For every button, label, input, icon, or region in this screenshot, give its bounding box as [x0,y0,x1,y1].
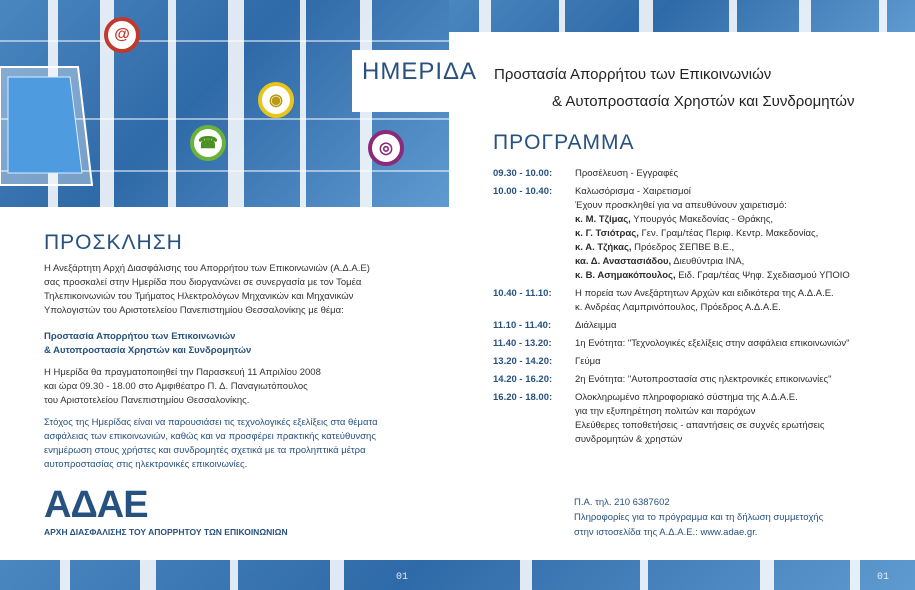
eye-icon: ◎ [368,130,404,166]
contact-line: Πληροφορίες για το πρόγραμμα και τη δήλωση συμμετοχής [574,512,824,523]
schedule-text: για την εξυπηρέτηση πολιτών και παρόχων [575,406,756,417]
decor-digits: 01 [396,572,409,583]
laptop-illustration [0,55,120,195]
schedule-row [493,373,850,387]
invitation-details: Η Ημερίδα θα πραγματοποιηθεί την Παρασκευή 11 Απριλίου 2008 και ώρα 09.30 - 18.00 στο Αμφιθέατρο Π. Δ. Παναγιωτόπουλος του Αριστοτελείου Πανεπιστημίου Θεσσαλονίκης. [44,367,321,406]
program-heading: ΠΡΟΓΡΑΜΜΑ [493,131,635,154]
schedule-text: Γεύμα [575,356,601,367]
schedule-text: Ολοκληρωμένο πληροφοριακό σύστημα της Α.Δ.Α.Ε. [575,392,798,403]
schedule-row [493,185,850,283]
invitation-theme: Προστασία Απορρήτου των Επικοινωνιών & Αυτοπροστασία Χρηστών και Συνδρομητών [44,331,252,356]
top-right-background [449,0,915,32]
logo-subtitle: ΑΡΧΗ ΔΙΑΣΦΑΛΙΣΗΣ ΤΟΥ ΑΠΟΡΡΗΤΟΥ ΤΩΝ ΕΠΙΚΟΙΝΩΝΙΩΝ [44,527,288,537]
schedule-row [493,355,850,369]
program-schedule [493,167,850,451]
speaker: κ. Α. Τζήκας, Πρόεδρος ΣΕΠΒΕ Β.Ε., [575,242,735,253]
contact-phone: Π.Α. τηλ. 210 6387602 [574,497,670,508]
speaker: κ. Β. Ασημακόπουλος, Ειδ. Γραμ/τέας Ψηφ. Σχεδιασμού ΥΠΟΙΟ [575,270,850,281]
adae-logo: ΑΔΑΕ [44,484,148,526]
decor-digits: 01 [877,572,890,583]
schedule-row [493,391,850,447]
schedule-text: Διάλειμμα [575,320,617,331]
schedule-time: 10.40 - 11.10: [493,288,552,299]
schedule-time: 13.20 - 14.20: [493,356,553,367]
schedule-time: 10.00 - 10.40: [493,186,553,197]
schedule-text: Καλωσόρισμα - Χαιρετισμοί [575,186,691,197]
invitation-heading: ΠΡΟΣΚΛΗΣΗ [44,231,183,254]
schedule-row [493,319,850,333]
mouse-icon: ◉ [258,82,294,118]
schedule-text: Ελεύθερες τοποθετήσεις - απαντήσεις σε συχνές ερωτήσεις [575,420,825,431]
event-subtitle-line1: Προστασία Απορρήτου των Επικοινωνιών [494,66,772,83]
event-subtitle-line2: & Αυτοπροστασία Χρηστών και Συνδρομητών [552,93,855,110]
schedule-time: 09.30 - 10.00: [493,168,553,179]
bottom-background [0,560,915,590]
phone-icon: ☎ [190,125,226,161]
schedule-text: 1η Ενότητα: "Τεχνολογικές εξελίξεις στην ασφάλεια επικοινωνιών" [575,338,850,349]
speaker: κα. Δ. Αναστασιάδου, Διευθύντρια ΙΝΑ, [575,256,745,267]
schedule-text: Προσέλευση - Εγγραφές [575,168,679,179]
schedule-text: Έχουν προσκληθεί για να απευθύνουν χαιρετισμό: [575,200,787,211]
schedule-time: 16.20 - 18.00: [493,392,553,403]
schedule-row [493,167,850,181]
event-title: ΗΜΕΡΙΔΑ [362,58,478,85]
schedule-text: συνδρομητών & χρηστών [575,434,683,445]
schedule-row [493,337,850,351]
schedule-time: 14.20 - 16.20: [493,374,553,385]
schedule-text: 2η Ενότητα: "Αυτοπροστασία στις ηλεκτρονικές επικοινωνίες" [575,374,832,385]
speaker: κ. Μ. Τζίμας, Υπουργός Μακεδονίας - Θράκης, [575,214,774,225]
speaker: κ. Γ. Τσιότρας, Γεν. Γραμ/τέας Περιφ. Κεντρ. Μακεδονίας, [575,228,819,239]
schedule-text: κ. Ανδρέας Λαμπρινόπουλος, Πρόεδρος Α.Δ.Α.Ε. [575,302,781,313]
invitation-intro: Η Ανεξάρτητη Αρχή Διασφάλισης του Απορρήτου των Επικοινωνιών (Α.Δ.Α.Ε) σας προσκαλεί στην Ημερίδα που διοργανώνει σε συνεργασία με τον Τομέα Τηλεπικοινωνιών του Τμήματος Ηλεκτρολόγων Μηχανικών και Μηχανικών Υπολογιστών του Αριστοτελείου Πανεπιστημίου Θεσσαλονίκης με θέμα: [44,263,370,316]
schedule-time: 11.40 - 13.20: [493,338,552,349]
invitation-goal: Στόχος της Ημερίδας είναι να παρουσιάσει τις τεχνολογικές εξελίξεις στα θέματα ασφάλειας των επικοινωνιών, καθώς και να προσφέρει πρακτικής κατεύθυνσης ενημέρωση στους χρήστες και συνδρομητές σχετικά με τα προληπτικά μέτρα αυτοπροστασίας στις ηλεκτρονικές επικοινωνίες. [44,417,378,470]
schedule-time: 11.10 - 11.40: [493,320,552,331]
contact-website[interactable]: στην ιστοσελίδα της Α.Δ.Α.Ε.: www.adae.gr. [574,527,758,538]
schedule-row [493,287,850,315]
contact-info [574,495,823,540]
email-icon: @ [104,17,140,53]
schedule-text: Η πορεία των Ανεξάρτητων Αρχών και ειδικότερα της Α.Δ.Α.Ε. [575,288,834,299]
